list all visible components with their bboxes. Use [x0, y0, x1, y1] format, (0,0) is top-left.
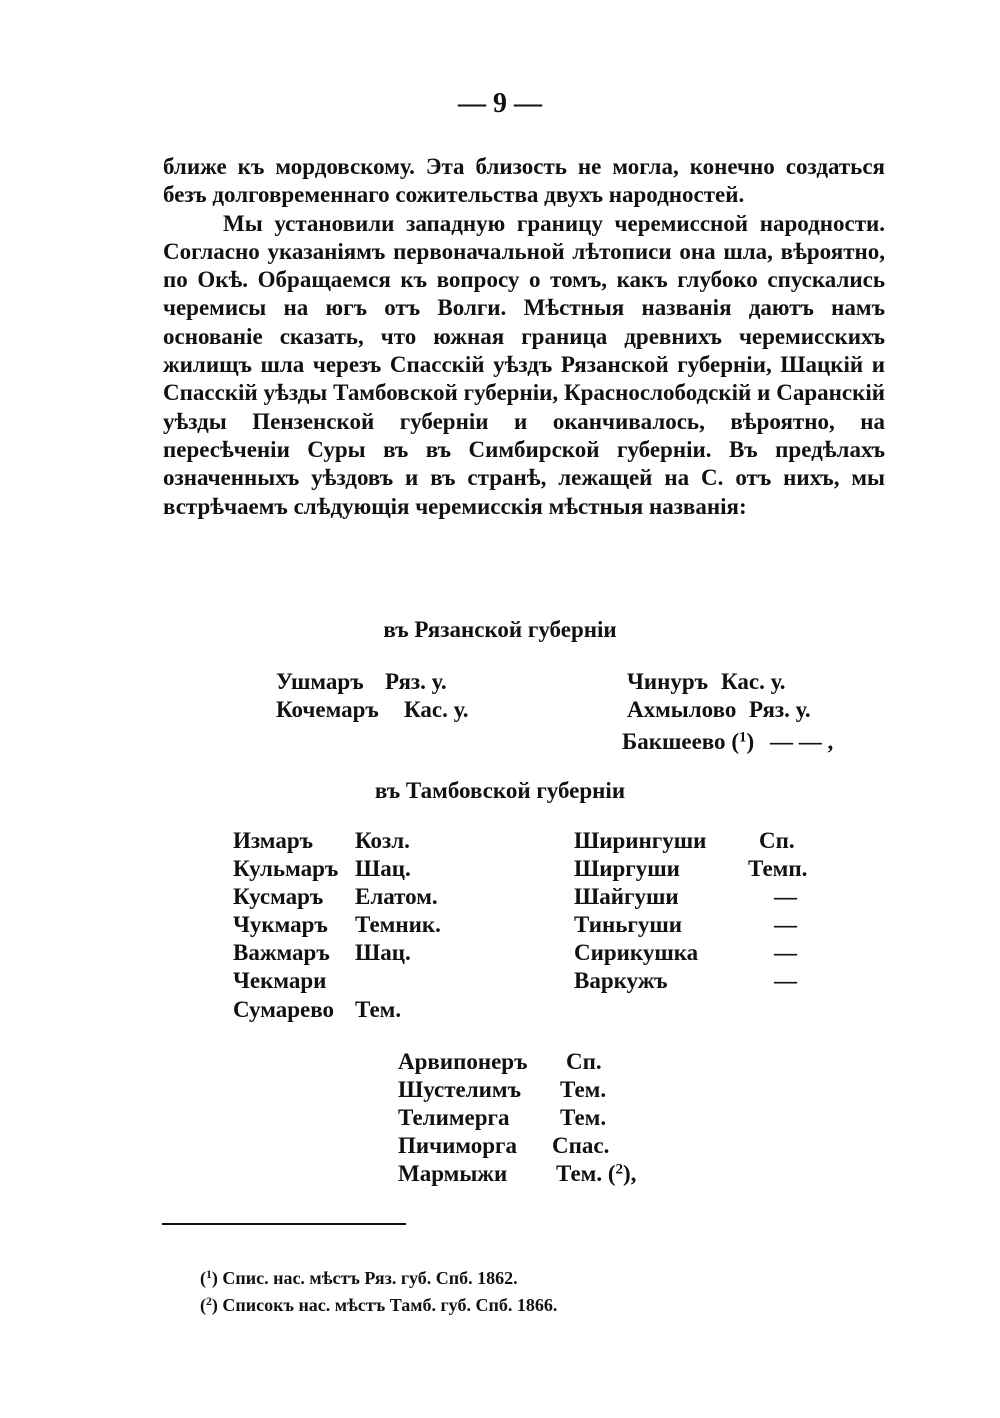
- trailing-comma: ,: [630, 1161, 637, 1186]
- tambov-left-name: Чекмари: [233, 968, 327, 993]
- main-text: [163, 153, 885, 521]
- tambov-heading: въ Тамбовской губерніи: [374, 778, 626, 803]
- ryazan-left-district: Кас. у.: [404, 697, 469, 722]
- tambov-bottom-district: Спас.: [552, 1133, 610, 1158]
- tambov-left-name: Измаръ: [233, 828, 314, 853]
- tambov-left-name: Кусмаръ: [233, 884, 324, 909]
- tambov-left-name: Сумарево: [233, 997, 335, 1022]
- ryazan-right-name: Чинуръ: [627, 669, 709, 694]
- tambov-right-district: —: [774, 884, 797, 909]
- footnote-mark: 2: [206, 1295, 212, 1309]
- tambov-left-name: Важмаръ: [233, 940, 330, 965]
- tambov-bottom-name: Арвипонеръ: [398, 1049, 528, 1074]
- footnote-separator: [162, 1223, 406, 1225]
- tambov-right-name: Сирикушка: [574, 940, 699, 965]
- ryazan-right-district: Кас. у.: [721, 669, 786, 694]
- district-abbrev: Тем.: [556, 1161, 603, 1186]
- tambov-bottom-district: Тем.: [560, 1077, 607, 1102]
- paragraph-1: ближе къ мордовскому. Эта близость не могла, конечно создаться безъ долговременнаго сожительства двухъ народностей.: [163, 154, 885, 208]
- tambov-left-district: Елатом.: [355, 884, 438, 909]
- tambov-right-district: —: [774, 940, 797, 965]
- footnote-ref: 1: [738, 729, 747, 746]
- footnote-ref: 2: [615, 1161, 623, 1178]
- footnote-text: Спис. нас. мѣстъ Ряз. губ. Спб. 1862.: [222, 1268, 518, 1288]
- page-number: — 9 —: [458, 88, 542, 119]
- tambov-bottom-name: Мармыжи: [398, 1161, 508, 1186]
- paragraph-2: Мы установили западную границу черемиссной народности. Согласно указаніямъ первоначальной лѣтописи она шла, вѣроятно, по Окѣ. Обращаемся къ вопросу о томъ, какъ глубоко спускались черемисы на югъ отъ Волги. Мѣстныя названія даютъ намъ основаніе сказать, что южная граница древнихъ черемисскихъ жилищъ шла черезъ Спасскій уѣздъ Рязанской губерніи, Шацкій и Спасскій уѣзды Тамбовской губерніи, Краснослободскій и Саранскій уѣзды Пензенской губерніи и оканчивалось, вѣроятно, на пересѣченіи Суры въ въ Симбирской губерніи. Въ предѣлахъ означенныхъ уѣздовъ и въ странѣ, лежащей на С. отъ нихъ, мы встрѣчаемъ слѣдующія черемисскія мѣстныя названія:: [163, 210, 885, 519]
- tambov-right-district: Темп.: [748, 856, 808, 881]
- tambov-left-name: Чукмаръ: [233, 912, 328, 937]
- tambov-right-district: Сп.: [759, 828, 795, 853]
- footnote-mark: 1: [206, 1268, 212, 1282]
- ryazan-heading: въ Рязанской губерніи: [383, 617, 617, 642]
- tambov-bottom-district-with-note: Тем. ($^2$),: [556, 1161, 637, 1186]
- ryazan-left-name: Кочемаръ: [276, 697, 379, 722]
- tambov-left-district: Шац.: [355, 856, 411, 881]
- footnote-2: ($^2$) Списокъ нас. мѣстъ Тамб. губ. Спб. 1866.: [200, 1295, 558, 1315]
- tambov-left-district: Тем.: [355, 997, 402, 1022]
- place-name: Бакшеево: [622, 729, 726, 754]
- tambov-right-name: Тиньгуши: [574, 912, 683, 937]
- tambov-right-name: Ширгуши: [574, 856, 680, 881]
- tambov-bottom-name: Пичиморга: [398, 1133, 517, 1158]
- tambov-right-district: —: [774, 912, 797, 937]
- ryazan-left-name: Ушмаръ: [276, 669, 364, 694]
- tambov-left-district: Козл.: [355, 828, 410, 853]
- ryazan-left-district: Ряз. у.: [385, 669, 447, 694]
- tambov-right-name: Ширингуши: [574, 828, 707, 853]
- tambov-right-name: Шайгуши: [574, 884, 679, 909]
- ryazan-right-district: — — ,: [770, 729, 834, 754]
- ryazan-right-name-with-note: Бакшеево ($^1$): [622, 729, 755, 754]
- footnote-1: ($^1$) Спис. нас. мѣстъ Ряз. губ. Спб. 1862.: [200, 1268, 518, 1288]
- tambov-right-district: —: [774, 968, 797, 993]
- tambov-right-name: Варкужъ: [574, 968, 668, 993]
- tambov-left-district: Темник.: [355, 912, 441, 937]
- ryazan-right-name: Ахмылово: [627, 697, 737, 722]
- ryazan-right-district: Ряз. у.: [749, 697, 811, 722]
- tambov-bottom-district: Тем.: [560, 1105, 607, 1130]
- tambov-left-district: Шац.: [355, 940, 411, 965]
- footnote-text: Списокъ нас. мѣстъ Тамб. губ. Спб. 1866.: [222, 1295, 558, 1315]
- tambov-bottom-district: Сп.: [566, 1049, 602, 1074]
- tambov-left-name: Кульмаръ: [233, 856, 339, 881]
- tambov-bottom-name: Шустелимъ: [398, 1077, 521, 1102]
- tambov-bottom-name: Телимерга: [398, 1105, 510, 1130]
